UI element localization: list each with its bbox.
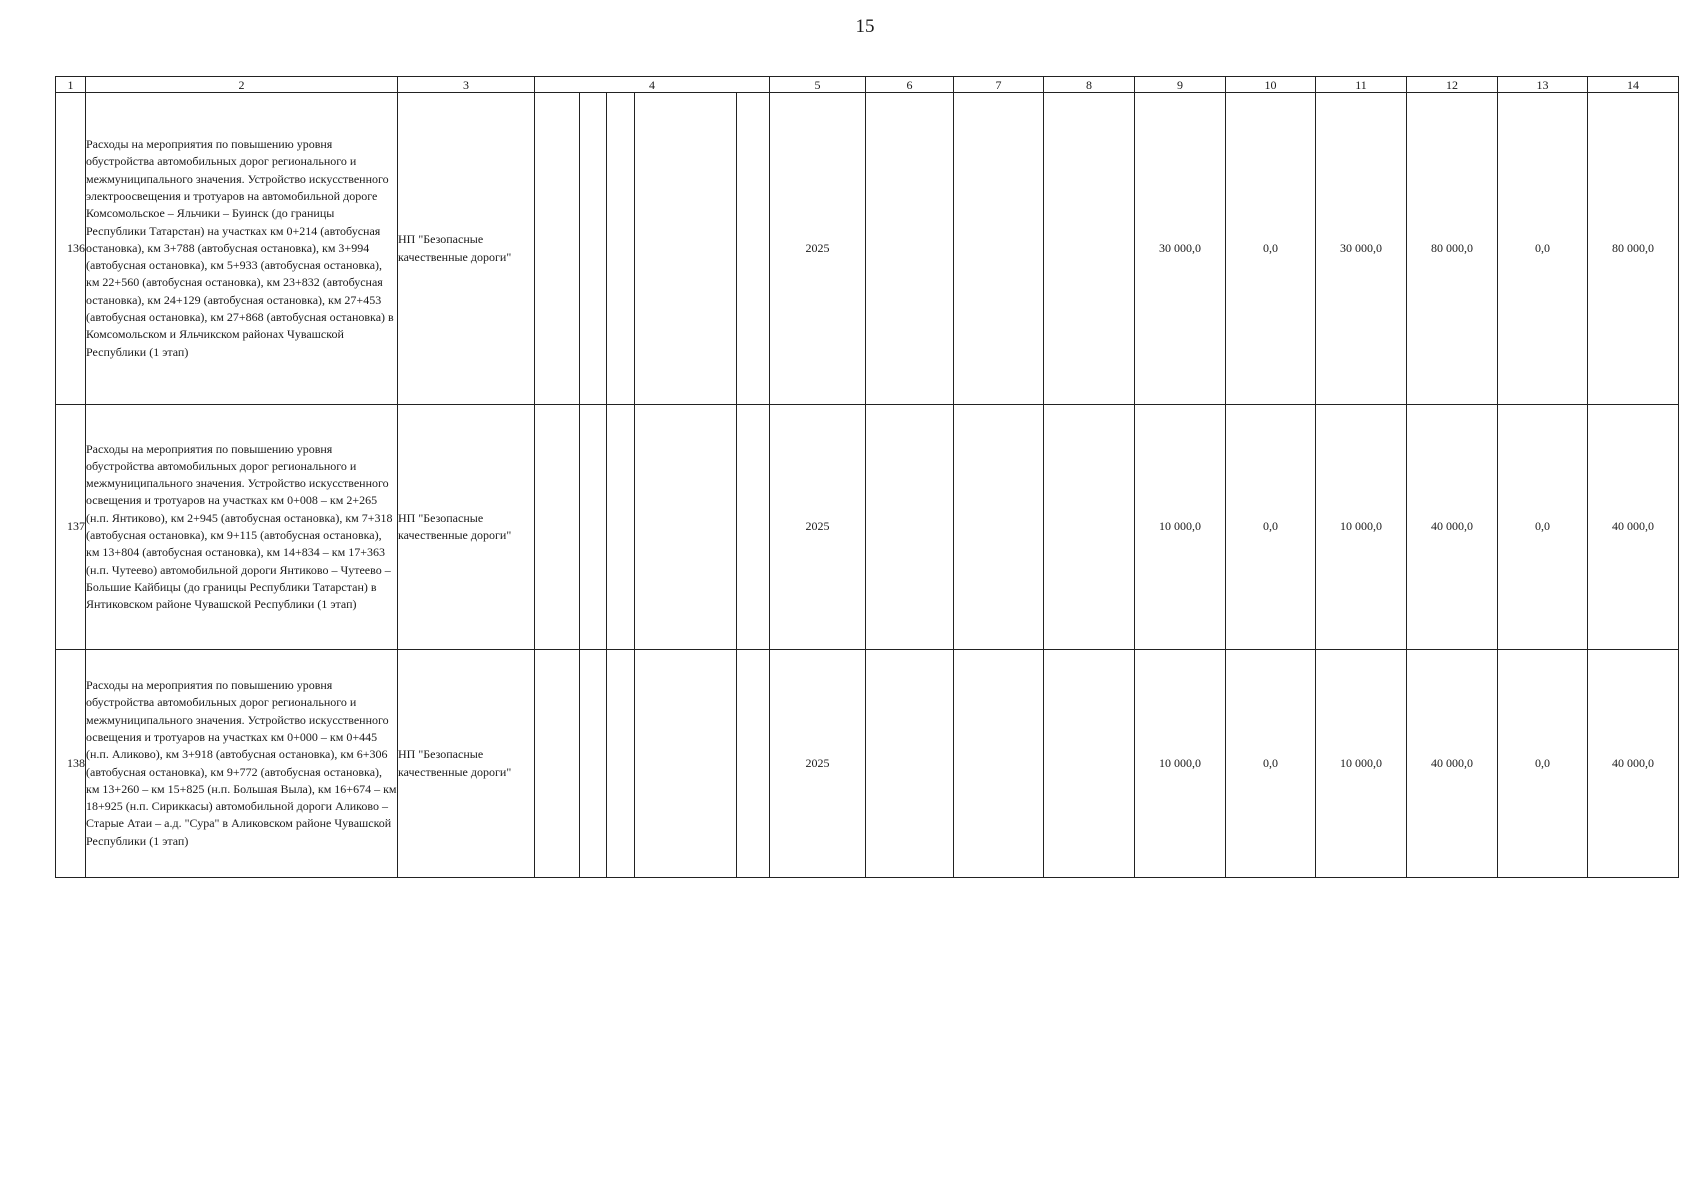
page-number: 15 xyxy=(855,16,875,37)
col-header-9: 9 xyxy=(1135,77,1226,93)
row-col14: 80 000,0 xyxy=(1588,93,1679,405)
row-year: 2025 xyxy=(770,93,866,405)
row-col12: 80 000,0 xyxy=(1407,93,1498,405)
row-year: 2025 xyxy=(770,405,866,650)
empty-cell xyxy=(580,650,607,878)
col-header-5: 5 xyxy=(770,77,866,93)
empty-cell xyxy=(954,405,1044,650)
empty-cell xyxy=(580,405,607,650)
empty-cell xyxy=(1044,650,1135,878)
col-header-2: 2 xyxy=(86,77,398,93)
budget-table xyxy=(55,76,1679,878)
row-col12: 40 000,0 xyxy=(1407,405,1498,650)
empty-cell xyxy=(607,650,635,878)
col-header-8: 8 xyxy=(1044,77,1135,93)
row-description: Расходы на мероприятия по повышению уровня обустройства автомобильных дорог регионального и межмуниципального значения. Устройство искусственного освещения и тротуаров на участках км 0+000 – км 0+445 (н.п. Аликово), км 3+918 (автобусная остановка), км 6+306 (автобусная остановка), км 9+772 (автобусная остановка), км 13+260 – км 15+825 (н.п. Большая Выла), км 16+674 – км 18+925 (н.п. Сириккасы) автомобильной дороги Аликово – Старые Атаи – а.д. "Сура" в Аликовском районе Чувашской Республики (1 этап) xyxy=(86,650,398,878)
table-row xyxy=(56,93,1679,405)
row-description: Расходы на мероприятия по повышению уровня обустройства автомобильных дорог регионального и межмуниципального значения. Устройство искусственного электроосвещения и тротуаров на автомобильной дороге Комсомольское – Яльчики – Буинск (до границы Республики Татарстан) на участках км 0+214 (автобусная остановка), км 3+788 (автобусная остановка), км 3+994 (автобусная остановка), км 5+933 (автобусная остановка), км 22+560 (автобусная остановка), км 23+832 (автобусная остановка), км 24+129 (автобусная остановка), км 27+453 (автобусная остановка), км 27+868 (автобусная остановка) в Комсомольском и Яльчикском районах Чувашской Республики (1 этап) xyxy=(86,93,398,405)
empty-cell xyxy=(737,93,770,405)
row-col11: 30 000,0 xyxy=(1316,93,1407,405)
row-number: 137 xyxy=(56,405,86,650)
table-row xyxy=(56,650,1679,878)
row-responsible: НП "Безопасные качественные дороги" xyxy=(398,650,535,878)
row-col14: 40 000,0 xyxy=(1588,650,1679,878)
row-description: Расходы на мероприятия по повышению уровня обустройства автомобильных дорог регионального и межмуниципального значения. Устройство искусственного освещения и тротуаров на участках км 0+008 – км 2+265 (н.п. Янтиково), км 2+945 (автобусная остановка), км 7+318 (автобусная остановка), км 9+115 (автобусная остановка), км 13+804 (автобусная остановка), км 14+834 – км 17+363 (н.п. Чутеево) автомобильной дороги Янтиково – Чутеево – Большие Кайбицы (до границы Республики Татарстан) в Янтиковском районе Чувашской Республики (1 этап) xyxy=(86,405,398,650)
row-col11: 10 000,0 xyxy=(1316,650,1407,878)
empty-cell xyxy=(866,650,954,878)
row-col9: 10 000,0 xyxy=(1135,650,1226,878)
row-year: 2025 xyxy=(770,650,866,878)
col-header-12: 12 xyxy=(1407,77,1498,93)
empty-cell xyxy=(535,650,580,878)
col-header-4: 4 xyxy=(535,77,770,93)
row-col13: 0,0 xyxy=(1498,650,1588,878)
empty-cell xyxy=(635,405,737,650)
column-number-row xyxy=(56,77,1679,93)
empty-cell xyxy=(580,93,607,405)
col-header-10: 10 xyxy=(1226,77,1316,93)
empty-cell xyxy=(1044,93,1135,405)
empty-cell xyxy=(635,650,737,878)
col-header-14: 14 xyxy=(1588,77,1679,93)
row-col13: 0,0 xyxy=(1498,93,1588,405)
row-col13: 0,0 xyxy=(1498,405,1588,650)
row-col9: 10 000,0 xyxy=(1135,405,1226,650)
row-col10: 0,0 xyxy=(1226,650,1316,878)
empty-cell xyxy=(535,405,580,650)
col-header-1: 1 xyxy=(56,77,86,93)
empty-cell xyxy=(954,650,1044,878)
row-col10: 0,0 xyxy=(1226,93,1316,405)
col-header-13: 13 xyxy=(1498,77,1588,93)
row-number: 136 xyxy=(56,93,86,405)
row-col12: 40 000,0 xyxy=(1407,650,1498,878)
empty-cell xyxy=(737,650,770,878)
col-header-3: 3 xyxy=(398,77,535,93)
empty-cell xyxy=(607,93,635,405)
empty-cell xyxy=(954,93,1044,405)
col-header-6: 6 xyxy=(866,77,954,93)
row-responsible: НП "Безопасные качественные дороги" xyxy=(398,93,535,405)
row-col10: 0,0 xyxy=(1226,405,1316,650)
row-responsible: НП "Безопасные качественные дороги" xyxy=(398,405,535,650)
empty-cell xyxy=(535,93,580,405)
row-col9: 30 000,0 xyxy=(1135,93,1226,405)
empty-cell xyxy=(866,405,954,650)
col-header-11: 11 xyxy=(1316,77,1407,93)
empty-cell xyxy=(737,405,770,650)
empty-cell xyxy=(866,93,954,405)
empty-cell xyxy=(635,93,737,405)
row-number: 138 xyxy=(56,650,86,878)
row-col14: 40 000,0 xyxy=(1588,405,1679,650)
row-col11: 10 000,0 xyxy=(1316,405,1407,650)
empty-cell xyxy=(607,405,635,650)
col-header-7: 7 xyxy=(954,77,1044,93)
empty-cell xyxy=(1044,405,1135,650)
table-row xyxy=(56,405,1679,650)
